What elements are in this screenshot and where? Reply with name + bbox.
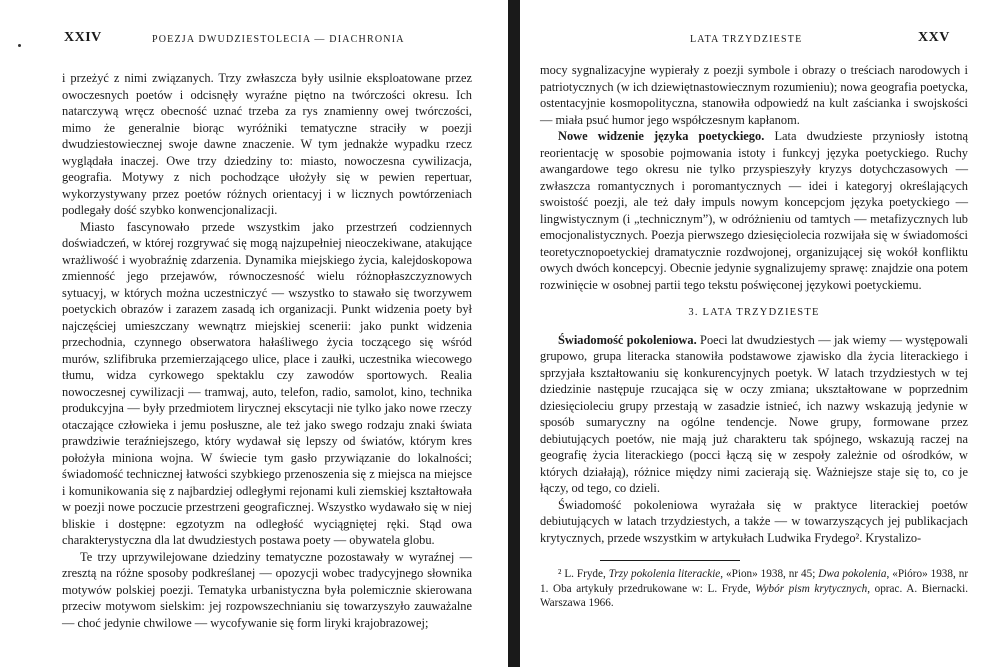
book-spine [508,0,520,667]
footnote-title-3: Wybór pism krytycznych [755,582,868,595]
paragraph-2-text: Lata dwudzieste przyniosły istotną reorientację w sposobie pojmowania istoty i funkcyj języka poetyckiego. Ruchy awangardowe tego okresu nie tylko przyspieszyły kryzys dotychczasowych — zwłaszcza romantycznych i poromantycznych — idei i kategoryj określających swoistość poezji, ale też dały impuls nowym koncepcjom języka poetyckiego — lingwistycznym (i „technicznym”), w odróżnieniu od tamtych — metafizycznych lub emocjonalistycznych. Poezja pierwszego dziesięciolecia rozwijała się w świadomości teoretycznopoetyckiej dramatycznie rozdwojonej, organizującej się wokół konfliktu owych dwóch koncepcyj. Obecnie jedynie sygnalizujemy sprawę: znajdzie ona potem rozwinięcie w osobnej partii tego tekstu poświęconej językowi poetyckiemu. [540,129,968,292]
footnote-source-2: , «Pióro» 1938, nr 1. Oba artykuły przedrukowane w: L. Fryde, [540,568,969,595]
left-paragraph-1: i przeżyć z nimi związanych. Trzy zwłaszcza były usilnie eksploatowane przez owoczesnych poetów i odcisnęły wyraźne piętno na twórczości okresu. Ich natarczywą wręcz obecność uznać trzeba za rys znamienny owej twórczości, mimo że generalnie biorąc wyróżniki tematyczne straciły w poezji dwudziestowiecznej swoje dawne znaczenie. W tym jednakże wypadku rzecz wyglądała inaczej. Owe trzy dziedziny to: miasto, nowoczesna cywilizacja, geografia. Motywy z nich pochodzące ułożyły się w pewien repertuar, wykorzystywany przez poetów różnych orientacyj i w licznych powtórzeniach podlegały dość szybko konwencjonalizacji. [62,71,472,217]
right-running-head: LATA TRZYDZIESTE [690,34,803,45]
footnote-number: ² [558,568,562,580]
footnote-source-1: , «Pion» 1938, nr 45; [720,568,816,580]
footnote-source-3: , oprac. A. Biernacki. Warszawa 1966. [540,582,969,609]
right-paragraph-1: mocy sygnalizacyjne wypierały z poezji symbole i obrazy o treściach narodowych i patriotycznych (w ich dziewiętnastowiecznym rozumieniu); nowa geografia poetycka, ostentacyjnie kosmopolityczna, stanowiła odpowiedź na kult zaścianka i swojskości — miała psuć humor jego współczesnym kapłanom. [540,63,968,127]
paragraph-lead-language: Nowe widzenie języka poetyckiego. [558,129,765,143]
section-title: 3. LATA TRZYDZIESTE [688,307,820,318]
left-body [62,70,472,631]
left-page-number: XXIV [64,30,102,45]
right-page [520,0,985,667]
footnote-author: L. Fryde, [564,568,606,580]
right-body [540,62,968,611]
right-paragraph-3 [540,332,968,497]
footnote [540,567,968,611]
left-paragraph-3: Te trzy uprzywilejowane dziedziny tematyczne pozostawały w wyraźnej — zresztą na różne sposoby podkreślanej — opozycji wobec tradycyjnego słownika motywów polskiej poezji. Tematyka urbanistyczna była polemicznie skierowana przeciw motywom sielskim: jej rozpowszechnianiu się towarzyszyło zauważalne — choć jedynie chwilowe — wycofywanie się form liryki krajobrazowej; [62,549,472,630]
paragraph-3-text: Poeci lat dwudziestych — jak wiemy — występowali grupowo, grupa literacka stanowiła podstawowe zjawisko dla życia literackiego i sprzyjała kształtowaniu się konkurencyjnych poetyk. W latach trzydziestych w tej dziedzinie następuje rzucająca się w oczy zmiana; ukształtowane w poprzednim dziesięcioleciu grupy przestają w zasadzie istnieć, ich nazwy wskazują jedynie w sposób sumaryczny na ogólne tendencje. Nowe grupy, formowane przez debiutujących poetów, nie mają już charakteru tak spójnego, wskazują raczej na geografię życia literackiego (pocci łączą się w zespoły zależnie od ośrodków, w których działają), różnice między nimi zacierają się. Ważniejsze staje się to, co je łączy, od tego, co dzieli. [540,332,968,495]
footnote-title-2: Dwa pokolenia [818,568,887,580]
left-paragraph-2: Miasto fascynowało przede wszystkim jako przestrzeń codziennych doświadczeń, w której rozgrywać się mogą najzupełniej nieoczekiwane, atakujące wrażliwość i wyobraźnię zdarzenia. Dynamika miejskiego życia, kalejdoskopowa zmienność jego przejawów, równoczesność wielu różnopłaszczyznowych sytuacyj, w których można uczestniczyć — wszystko to stawało się tworzywem poetyckich obrazów i zarazem zasadą ich organizacji. Punkt widzenia poety był najczęściej umieszczany wewnątrz miejskiej scenerii: jako punkt widzenia przechodnia, czynnego obserwatora hałaśliwego życia toczącego się wśród murów, szlifibruka przemierzającego ulice, place i zaułki, uczestnika wiecowego tłumu, widza cyrkowego spektaklu czy zawodów sportowych. Realia nowoczesnej cywilizacji — tramwaj, auto, telefon, radio, samolot, kino, technika produkcyjna — były przedmiotem lirycznej ekscytacji nie tylko jako nowe rzeczy otaczające człowieka i jemu posłuszne, ale też jako swego rodzaju znaki świata prawdziwie teraźniejszego, który wydawał się lepszy od światów, którym kres położyła miniona wojna. W świecie tym gasło przywiązanie do lokalności; świadomość technicznej łatwości szybkiego przenoszenia się z miejsca na miejsce i komunikowania się z najbardziej odległymi rejonami kuli ziemskiej kształtowała w poezji nowe poczucie przestrzeni geograficznej. Wszystko wydawało się w niej bliskie i dostępne: egzotyzm na odległość wyciągniętej ręki. Stąd owa charakterystyczna dla lat dwudziestych postawa poety — obywatela globu. [62,219,472,547]
right-paragraph-2 [540,128,968,293]
footnote-rule [600,560,740,561]
paragraph-lead-generation: Świadomość pokoleniowa. [558,332,697,347]
page-mark [18,44,21,47]
right-paragraph-4: Świadomość pokoleniowa wyrażała się w praktyce literackiej poetów debiutujących w latach trzydziestych, a także — w towarzyszących jej publikacjach krytycznych, przede wszystkim w artykułach Ludwika Frydego². Krystalizo- [540,497,968,545]
footnote-title-1: Trzy pokolenia literackie [608,568,721,580]
left-running-head: POEZJA DWUDZIESTOLECIA — DIACHRONIA [152,34,405,45]
right-page-number: XXV [918,30,950,45]
